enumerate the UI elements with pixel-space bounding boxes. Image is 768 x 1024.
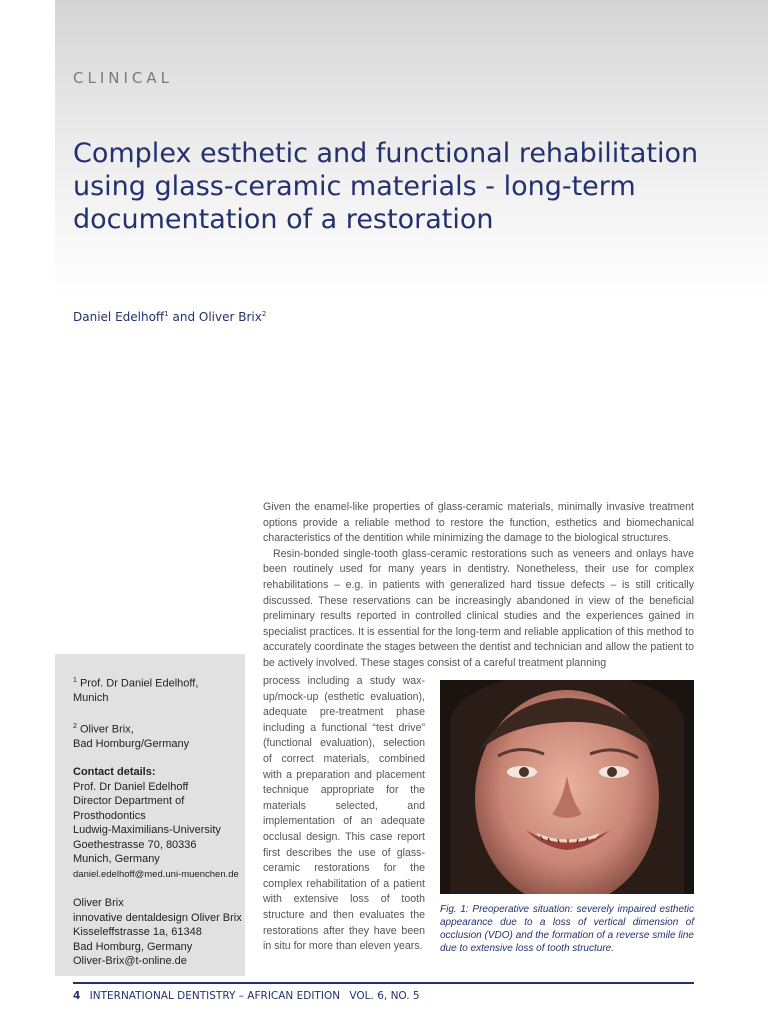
- contact-line: Prof. Dr Daniel Edelhoff: [73, 780, 189, 793]
- page-footer: [73, 990, 420, 1002]
- body-paragraph: Resin-bonded single-tooth glass-ceramic restorations such as veneers and onlays have been routinely used for many years in dentistry. Nonetheless, their use for complex rehabilitations – e.g. in patients with generalized hard tissue defects – is still critically discussed. These reservations can be increasingly abandoned in view of the beneficial preliminary results reported in controlled clinical studies and the experiences gained in specialist practices. It is essential for the long-term and reliable application of this method to accurately coordinate the stages between the dentist and technician and allow the patient to be actively involved. These stages consist of a careful treatment planning: [263, 547, 694, 669]
- affiliation-marker: 2: [73, 722, 77, 730]
- patient-photo: [440, 680, 694, 894]
- affiliation-place: Bad Homburg/Germany: [73, 737, 190, 750]
- contact-line: Oliver Brix: [73, 897, 124, 910]
- contact-line: Bad Homburg, Germany: [73, 940, 193, 953]
- contact-email[interactable]: Oliver-Brix@t-online.de: [73, 955, 187, 968]
- affiliation-marker: 2: [261, 310, 267, 318]
- title-line: Complex esthetic and functional rehabilitation: [73, 138, 699, 169]
- contact-line: Kisseleffstrasse 1a, 61348: [73, 926, 202, 939]
- contact-block-1: [73, 765, 245, 882]
- patient-face-illustration: [440, 680, 694, 894]
- volume-issue: VOL. 6, NO. 5: [349, 990, 420, 1002]
- title-line: documentation of a restoration: [73, 204, 494, 235]
- affiliation-text: [73, 674, 245, 983]
- author-connector: and: [168, 310, 199, 324]
- contact-block-2: [73, 896, 245, 969]
- author-name: Oliver Brix: [198, 310, 262, 324]
- affiliation-1: [73, 674, 245, 706]
- contact-line: Goethestrasse 70, 80336: [73, 838, 197, 851]
- footer-divider: [73, 982, 694, 984]
- affiliation-name: Oliver Brix,: [79, 723, 134, 736]
- affiliation-marker: 1: [164, 310, 169, 318]
- article-title: [73, 137, 713, 236]
- section-label: CLINICAL: [73, 69, 173, 87]
- affiliation-name: Prof. Dr Daniel Edelhoff,: [79, 677, 199, 690]
- contact-heading: Contact details:: [73, 766, 156, 779]
- affiliation-2: [73, 720, 245, 752]
- contact-line: Ludwig-Maximilians-University: [73, 824, 221, 837]
- title-line: using glass-ceramic materials - long-term: [73, 171, 636, 202]
- figure-caption: Fig. 1: Preoperative situation: severely impaired esthetic appearance due to a loss of vertical dimension of occlusion (VDO) and the formation of a reverse smile line due to extensive loss of tooth structure.: [440, 904, 694, 954]
- author-name: Daniel Edelhoff: [73, 310, 165, 324]
- author-line: [73, 310, 266, 324]
- affiliation-place: Munich: [73, 692, 109, 705]
- body-paragraph: Given the enamel-like properties of glass-ceramic materials, minimally invasive treatment options provide a reliable method to restore the function, esthetics and biomechanical characteristics of the dentition while minimizing the damage to the biological structures.: [263, 501, 694, 545]
- affiliation-marker: 1: [73, 677, 77, 684]
- contact-line: Director Department of: [73, 795, 185, 808]
- contact-line: innovative dentaldesign Oliver Brix: [73, 911, 242, 924]
- contact-line: Prosthodontics: [73, 809, 146, 822]
- journal-name: INTERNATIONAL DENTISTRY – AFRICAN EDITION: [89, 990, 341, 1002]
- page-number: 4: [73, 990, 81, 1002]
- contact-email[interactable]: daniel.edelhoff@med.uni-muenchen.de: [73, 868, 239, 880]
- body-paragraph-continued: process including a study wax-up/mock-up (esthetic evaluation), adequate pre-treatment phase including a functional “test drive” (functional evaluation), selection of correct materials, combined with a preparation and placement technique appropriate for the materials selected, and implementation of an adequate occlusal design. This case report first describes the use of glass-ceramic restorations for the complex rehabilitation of a patient with extensive loss of tooth structure and then evaluates the restorations after they have been in situ for more than eleven years.: [263, 675, 425, 953]
- contact-line: Munich, Germany: [73, 853, 160, 866]
- intro-text: [263, 500, 694, 672]
